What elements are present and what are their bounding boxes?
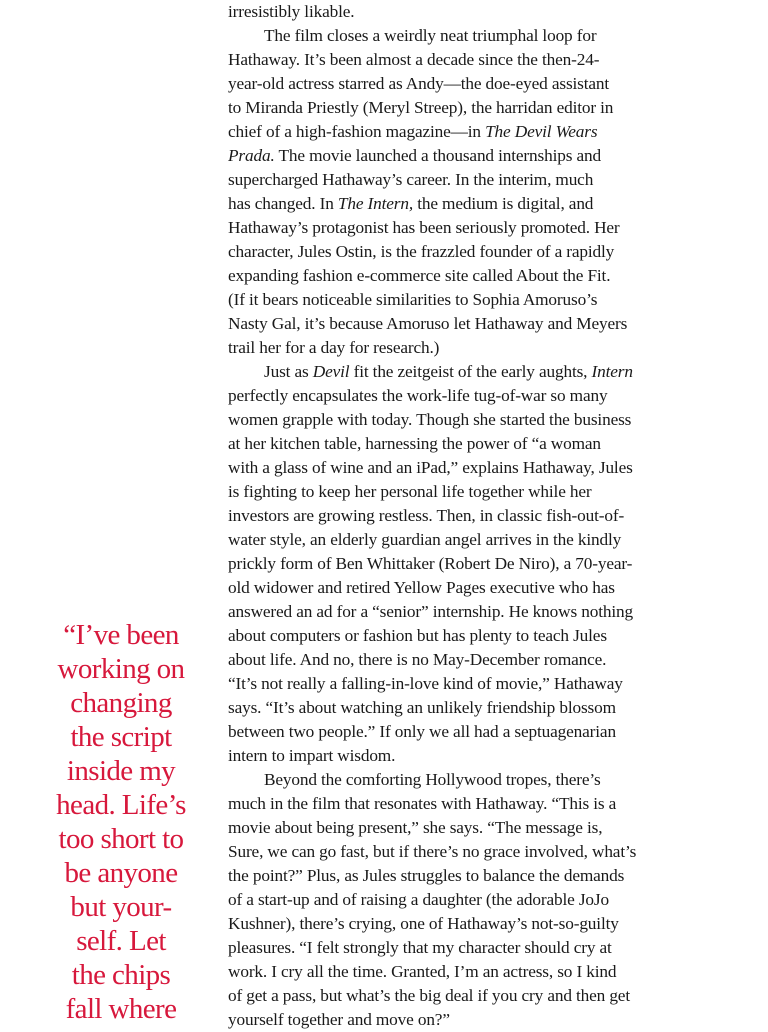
article-italic-text: Devil bbox=[312, 362, 350, 381]
article-text: movie about being present,” she says. “The message is, bbox=[228, 818, 603, 837]
article-line bbox=[228, 936, 698, 960]
article-text: says. “It’s about watching an unlikely friendship blossom bbox=[228, 698, 616, 717]
article-line bbox=[228, 168, 698, 192]
article-text: irresistibly likable. bbox=[228, 2, 355, 21]
article-line bbox=[228, 48, 698, 72]
article-line bbox=[228, 288, 698, 312]
article-line bbox=[228, 480, 698, 504]
article-text: of a start-up and of raising a daughter (the adorable JoJo bbox=[228, 890, 609, 909]
article-text: has changed. In bbox=[228, 194, 338, 213]
article-text: Sure, we can go fast, but if there’s no grace involved, what’s bbox=[228, 842, 637, 861]
pull-quote: “I’ve been working on changing the script inside my head. Life’s too short to be anyone but your- self. Let the chips fall where bbox=[56, 619, 186, 1025]
article-text: (If it bears noticeable similarities to Sophia Amoruso’s bbox=[228, 290, 598, 309]
article-line bbox=[228, 0, 698, 24]
article-text: Kushner), there’s crying, one of Hathaway’s not-so-guilty bbox=[228, 914, 619, 933]
article-text: water style, an elderly guardian angel arrives in the kindly bbox=[228, 530, 622, 549]
article-text: between two people.” If only we all had a septuagenarian bbox=[228, 722, 616, 741]
article-line bbox=[228, 696, 698, 720]
article-italic-text: The Intern, bbox=[337, 194, 414, 213]
article-line bbox=[228, 648, 698, 672]
article-text: is fighting to keep her personal life together while her bbox=[228, 482, 592, 501]
article-body bbox=[228, 0, 698, 1032]
article-text: supercharged Hathaway’s career. In the interim, much bbox=[228, 170, 594, 189]
article-text: expanding fashion e-commerce site called About the Fit. bbox=[228, 266, 611, 285]
article-line bbox=[228, 144, 698, 168]
article-line bbox=[228, 960, 698, 984]
article-text: work. I cry all the time. Granted, I’m an actress, so I kind bbox=[228, 962, 617, 981]
article-text: perfectly encapsulates the work-life tug-of-war so many bbox=[228, 386, 608, 405]
article-line bbox=[228, 264, 698, 288]
article-line bbox=[228, 792, 698, 816]
article-text: Nasty Gal, it’s because Amoruso let Hathaway and Meyers bbox=[228, 314, 628, 333]
article-line bbox=[228, 528, 698, 552]
article-line bbox=[228, 192, 698, 216]
article-line bbox=[228, 312, 698, 336]
article-text: pleasures. “I felt strongly that my character should cry at bbox=[228, 938, 612, 957]
article-line bbox=[228, 600, 698, 624]
article-line bbox=[228, 840, 698, 864]
article-line bbox=[228, 1008, 698, 1032]
article-italic-text: The Devil Wears bbox=[485, 122, 598, 141]
article-line bbox=[228, 720, 698, 744]
article-text: Beyond the comforting Hollywood tropes, there’s bbox=[264, 770, 601, 789]
article-text: about computers or fashion but has plenty to teach Jules bbox=[228, 626, 607, 645]
article-text: of get a pass, but what’s the big deal if you cry and then get bbox=[228, 986, 630, 1005]
article-text: at her kitchen table, harnessing the power of “a woman bbox=[228, 434, 601, 453]
article-line bbox=[228, 552, 698, 576]
article-line bbox=[228, 672, 698, 696]
article-text: trail her for a day for research.) bbox=[228, 338, 440, 357]
article-line bbox=[228, 120, 698, 144]
article-text: fit the zeitgeist of the early aughts, bbox=[349, 362, 592, 381]
article-text: answered an ad for a “senior” internship. He knows nothing bbox=[228, 602, 633, 621]
article-line bbox=[228, 384, 698, 408]
article-text: Just as bbox=[264, 362, 313, 381]
article-line bbox=[228, 360, 698, 384]
article-line bbox=[228, 240, 698, 264]
article-line bbox=[228, 408, 698, 432]
article-text: The film closes a weirdly neat triumphal loop for bbox=[264, 26, 597, 45]
article-line bbox=[228, 216, 698, 240]
article-text: The movie launched a thousand internships and bbox=[274, 146, 601, 165]
article-text: intern to impart wisdom. bbox=[228, 746, 396, 765]
article-text: yourself together and move on?” bbox=[228, 1010, 450, 1029]
article-text: about life. And no, there is no May-December romance. bbox=[228, 650, 607, 669]
article-text: the point?” Plus, as Jules struggles to balance the demands bbox=[228, 866, 625, 885]
article-text: Hathaway’s protagonist has been seriously promoted. Her bbox=[228, 218, 620, 237]
article-text: women grapple with today. Though she started the business bbox=[228, 410, 632, 429]
article-text: old widower and retired Yellow Pages executive who has bbox=[228, 578, 615, 597]
article-line bbox=[228, 504, 698, 528]
article-text: year-old actress starred as Andy—the doe-eyed assistant bbox=[228, 74, 610, 93]
article-line bbox=[228, 624, 698, 648]
article-line bbox=[228, 984, 698, 1008]
article-line bbox=[228, 456, 698, 480]
article-text: with a glass of wine and an iPad,” explains Hathaway, Jules bbox=[228, 458, 633, 477]
article-line bbox=[228, 96, 698, 120]
article-line bbox=[228, 864, 698, 888]
article-italic-text: Intern bbox=[591, 362, 633, 381]
article-line bbox=[228, 336, 698, 360]
article-text: much in the film that resonates with Hathaway. “This is a bbox=[228, 794, 617, 813]
article-text: to Miranda Priestly (Meryl Streep), the harridan editor in bbox=[228, 98, 614, 117]
article-line bbox=[228, 432, 698, 456]
article-line bbox=[228, 912, 698, 936]
article-line bbox=[228, 72, 698, 96]
article-line bbox=[228, 24, 698, 48]
article-text: character, Jules Ostin, is the frazzled founder of a rapidly bbox=[228, 242, 615, 261]
article-text: investors are growing restless. Then, in classic fish-out-of- bbox=[228, 506, 625, 525]
article-line bbox=[228, 888, 698, 912]
article-line bbox=[228, 768, 698, 792]
article-text: chief of a high-fashion magazine—in bbox=[228, 122, 486, 141]
article-text: Hathaway. It’s been almost a decade since the then-24- bbox=[228, 50, 600, 69]
article-line bbox=[228, 816, 698, 840]
article-line bbox=[228, 576, 698, 600]
article-text: the medium is digital, and bbox=[413, 194, 594, 213]
article-text: prickly form of Ben Whittaker (Robert De Niro), a 70-year- bbox=[228, 554, 633, 573]
article-line bbox=[228, 744, 698, 768]
article-text: “It’s not really a falling-in-love kind of movie,” Hathaway bbox=[228, 674, 623, 693]
article-italic-text: Prada. bbox=[228, 146, 275, 165]
